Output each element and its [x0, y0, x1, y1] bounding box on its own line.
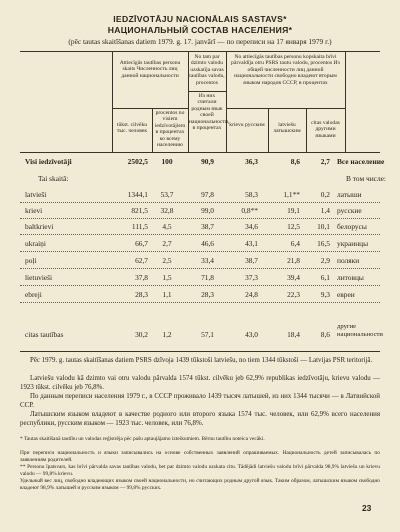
- row-leader-line: [20, 202, 380, 203]
- cell-v2: 4,5: [162, 222, 172, 231]
- cell-name: ukraiņi: [25, 239, 46, 248]
- cell-ru: русские: [337, 206, 362, 215]
- cell-v5: 18,4: [287, 330, 300, 339]
- cell-v1: 62,7: [135, 256, 148, 265]
- cell-v5: 22,3: [287, 290, 300, 299]
- footnote-1: * Tautas skaitīšanā tautību un valodas reģistrēja pēc pašu aptaujājamo izteikumiem. Bērnu tautību noteica vecāki.: [20, 436, 265, 442]
- paragraph-1: Pēc 1979. g. tautas skaitīšanas datiem PSRS dzīvoja 1439 tūkstoši latviešu, no tiem 1344 tūkstoši — Latvijas PSR teritorijā.: [30, 357, 373, 364]
- cell-v3: 71,8: [201, 273, 214, 282]
- cell-v6: 0,2: [320, 190, 330, 199]
- cell-ru: латыши: [337, 190, 362, 199]
- row-leader-line: [20, 234, 380, 235]
- title-russian: НАЦИОНАЛЬНЫЙ СОСТАВ НАСЕЛЕНИЯ*: [107, 25, 293, 35]
- header-divider: [345, 51, 346, 152]
- cell-v6: 10,1: [317, 222, 330, 231]
- cell-v2: 1,5: [162, 273, 172, 282]
- cell-v2: 2,5: [162, 256, 172, 265]
- header-col1a: tūkst. cilvēku тыс. человек: [116, 122, 148, 135]
- table-top-rule: [20, 51, 380, 52]
- title-block: [20, 14, 380, 47]
- cell-v1: 1344,1: [127, 190, 148, 199]
- table-bottom-rule: [20, 351, 380, 352]
- cell-name: lietuvieši: [25, 273, 53, 282]
- cell-v4: 43,1: [245, 239, 258, 248]
- cell-v4: 24,8: [245, 290, 258, 299]
- cell-ru: литовцы: [337, 273, 364, 282]
- cell-v1: 2502,5: [127, 157, 148, 166]
- cell-v6: 2,7: [320, 157, 330, 166]
- cell-v5: 19,1: [287, 206, 300, 215]
- cell-name: citas tautības: [25, 330, 64, 339]
- paragraph-2: Latviešu valodu kā dzimto vai otru valodu pārvalda 1574 tūkst. cilvēku jeb 62,9% republikas iedzīvotāju, krievu valodu — 1923 tūkst. cilvēku jeb 76,8%.: [20, 375, 380, 391]
- cell-v5: 39,4: [287, 273, 300, 282]
- cell-v4: 38,7: [245, 256, 258, 265]
- footnote-4: Удельный вес лиц, свободно владеющих языком своей национальности, но считающих родным другой язык. Таким образом, латышским языком свободно владеют 98,9% латышей и русским языком — 99,8% русских.: [20, 478, 380, 491]
- header-bottom-rule: [20, 152, 380, 153]
- title-latvian: IEDZĪVOTĀJU NACIONĀLAIS SASTAVS*: [113, 14, 287, 24]
- cell-name: ebreji: [25, 290, 42, 299]
- cell-v3: 38,7: [201, 222, 214, 231]
- cell-v6: 8,6: [320, 330, 330, 339]
- cell-v2: 1,1: [162, 290, 172, 299]
- cell-ru: другие национальности: [337, 323, 383, 338]
- cell-v3: 28,3: [201, 290, 214, 299]
- cell-v6: 9,3: [320, 290, 330, 299]
- cell-ru: Все население: [337, 157, 385, 166]
- row-leader-line: [20, 285, 380, 286]
- header-col1-group: Attiecīgās tautības personu skaits Численность лиц данной национальности: [119, 60, 181, 79]
- cell-v5: 8,6: [290, 157, 300, 166]
- cell-ru: поляки: [337, 256, 360, 265]
- row-leader-line: [20, 251, 380, 252]
- cell-v1: 821,5: [131, 206, 148, 215]
- cell-v4: 0,8**: [241, 206, 258, 215]
- header-col1b: procentos no visiem iedzīvotājiem в процентах ко всему населению: [154, 110, 186, 149]
- cell-v6: 1,4: [320, 206, 330, 215]
- row-leader-line: [20, 268, 380, 269]
- cell-name: Visi iedzīvotāji: [25, 157, 72, 166]
- cell-ru: украинцы: [337, 239, 369, 248]
- header-subrule: [188, 91, 226, 92]
- cell-name: baltkrievi: [25, 222, 54, 231]
- cell-v6: 6,1: [320, 273, 330, 282]
- cell-v4: 34,6: [245, 222, 258, 231]
- cell-v6: 2,9: [320, 256, 330, 265]
- cell-v5: 12,5: [287, 222, 300, 231]
- cell-ru: евреи: [337, 290, 355, 299]
- cell-v3: 90,9: [201, 157, 214, 166]
- cell-v3: 57,1: [201, 330, 214, 339]
- row-leader-line: [20, 302, 380, 303]
- cell-v1: 30,2: [135, 330, 148, 339]
- header-subrule: [226, 108, 345, 109]
- header-divider: [112, 51, 113, 152]
- cell-v6: 16,5: [317, 239, 330, 248]
- header-col3c: citas valodas другими языками: [311, 120, 340, 139]
- cell-name: krievi: [25, 206, 43, 215]
- cell-v3: 99,0: [201, 206, 214, 215]
- header-col3b: latviešu латышским: [273, 122, 301, 135]
- cell-v4: 36,3: [245, 157, 258, 166]
- header-divider: [226, 51, 227, 152]
- cell-v2: 53,7: [160, 190, 174, 199]
- table-row: [20, 323, 383, 344]
- cell-v4: 37,3: [245, 273, 258, 282]
- cell-v2: 32,8: [160, 206, 174, 215]
- cell-name: latvieši: [25, 190, 47, 199]
- cell-v5: 21,8: [287, 256, 300, 265]
- header-col2-top: No tam par dzimto valodu uzskatīja savas tautības valodu, procentos: [189, 54, 225, 86]
- title-subtitle: (pēc tautas skaitīšanas datiem 1979. g. 17. janvārī — по переписи на 17 января 1979 г.): [68, 37, 332, 46]
- cell-v5: 6,4: [290, 239, 300, 248]
- header-col3a: krievu русским: [229, 122, 265, 128]
- cell-ru: белорусы: [337, 222, 367, 231]
- row-leader-line: [20, 218, 380, 219]
- cell-v3: 33,4: [201, 256, 214, 265]
- footnote-3: ** Personu īpatsvars, kas brīvi pārvalda savas tautības valodu, bet par dzimto valodu uzskata citu. Tādējādi latviešu valodu brīvi pārvalda 98,9% latviešu un krievu valodu — 99,8% krievu.: [20, 464, 380, 477]
- cell-name: poļi: [25, 256, 37, 265]
- paragraph-3: По данным переписи населения 1979 г., в СССР проживало 1439 тысяч латышей, из них 1344 тысячи — в Латвийской ССР.: [20, 393, 380, 409]
- cell-v1: 28,3: [135, 290, 148, 299]
- table-row: [20, 157, 385, 171]
- paragraph-4: Латышским языком владеют в качестве родного или второго языка 1574 тыс. человек, или 62,9% всего населения республики, русским языком — 1923 тыс. человек, или 76,8%.: [20, 411, 380, 427]
- header-subrule: [112, 108, 188, 109]
- cell-v3: 46,6: [201, 239, 214, 248]
- page-number: 23: [362, 503, 372, 513]
- cell-v2: 1,2: [162, 330, 172, 339]
- cell-v1: 111,5: [131, 222, 148, 231]
- table-row: [20, 174, 386, 188]
- header-col2-bottom: Из них считали родным язык своей национальности, в процентах: [189, 93, 230, 132]
- cell-v2: 100: [161, 157, 173, 166]
- footnote-2: При переписи национальность и языки записывались на основе собственных заявлений опрашиваемых. Национальность детей записывалась по заявлениям родителей.: [20, 450, 380, 463]
- cell-name: Tai skaitā:: [38, 174, 69, 183]
- cell-v1: 37,8: [135, 273, 148, 282]
- cell-v3: 97,8: [201, 190, 214, 199]
- cell-v1: 66,7: [135, 239, 148, 248]
- cell-v5: 1,1**: [283, 190, 300, 199]
- header-col3-group: No attiecīgās tautības personu kopskaita brīvi pārvaldīja otru PSRS tautu valodu, procentos Из общей численности лиц данной национальности свободно владеют вторым языком народов СССР, в процентах: [231, 54, 340, 86]
- cell-v4: 58,3: [245, 190, 258, 199]
- cell-ru: В том числе:: [346, 174, 386, 183]
- cell-v4: 43,0: [245, 330, 258, 339]
- cell-v2: 2,7: [162, 239, 172, 248]
